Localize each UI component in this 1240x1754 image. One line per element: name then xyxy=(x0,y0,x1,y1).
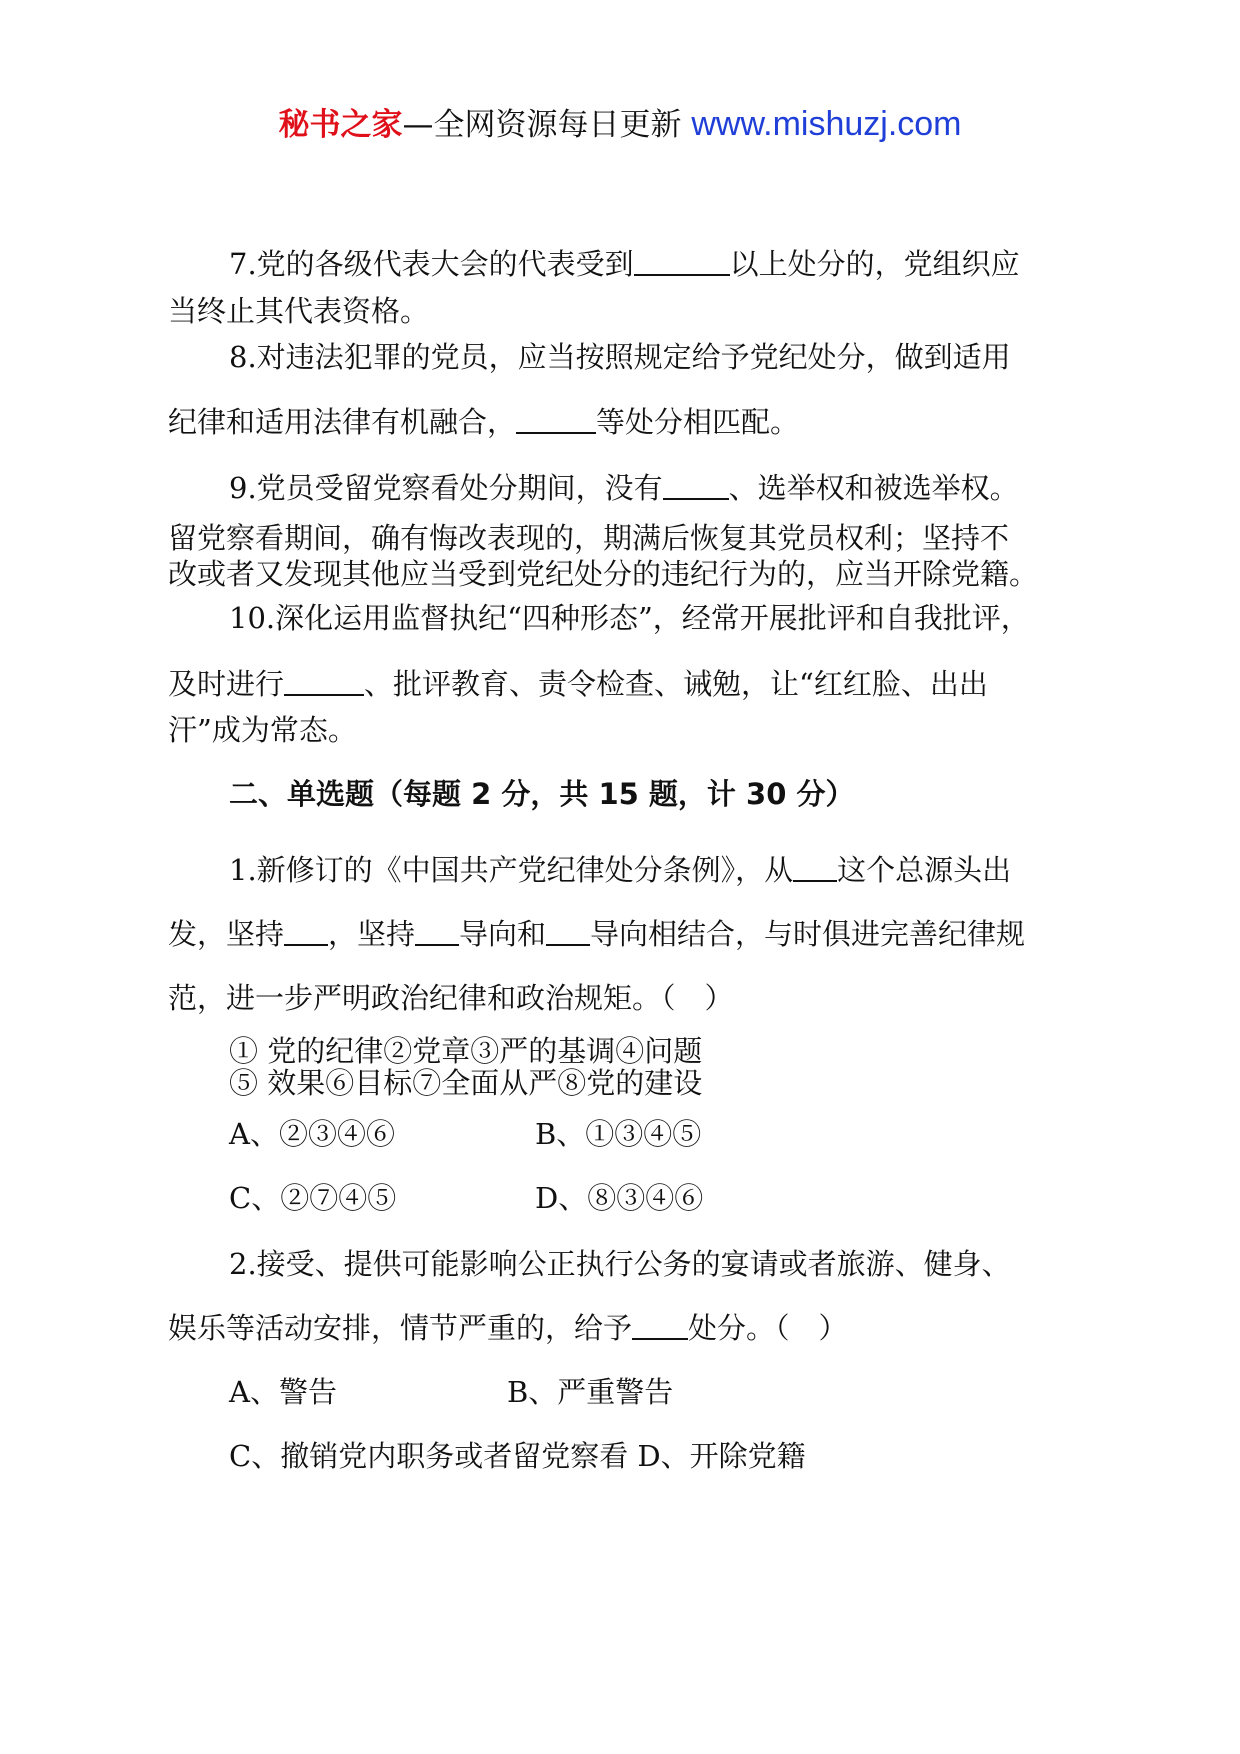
mc1-items-line1: ① 党的纪律②党章③严的基调④问题 xyxy=(229,1034,703,1068)
q8-text-b: 等处分相匹配。 xyxy=(596,405,800,439)
mc1-option-c[interactable]: C、②⑦④⑤ xyxy=(229,1181,397,1215)
q10-blank xyxy=(284,668,364,696)
q10-text-b: 、批评教育、责令检查、诫勉，让“红红脸、出出 xyxy=(364,667,988,701)
q8-line1: 8.对违法犯罪的党员，应当按照规定给予党纪处分，做到适用 xyxy=(229,340,1011,374)
q10-line1: 10.深化运用监督执纪“四种形态”，经常开展批评和自我批评， xyxy=(229,601,1030,635)
mc1-blank-3 xyxy=(415,918,459,946)
q7-blank xyxy=(634,248,730,276)
q9-line3: 改或者又发现其他应当受到党纪处分的违纪行为的，应当开除党籍。 xyxy=(168,557,1039,591)
q7-text-a: 7.党的各级代表大会的代表受到 xyxy=(229,247,634,281)
q9-line1 xyxy=(229,470,1019,506)
mc1-line2 xyxy=(168,916,1025,952)
mc2-option-a[interactable]: A、警告 xyxy=(229,1375,337,1409)
mc1-blank-2 xyxy=(284,918,328,946)
site-header xyxy=(0,104,1240,145)
q7-text-b: 以上处分的，党组织应 xyxy=(729,247,1020,281)
mc1-option-d[interactable]: D、⑧③④⑥ xyxy=(535,1181,704,1215)
mc1-text-a: 1.新修订的《中国共产党纪律处分条例》，从 xyxy=(229,853,794,887)
mc1-text-f: 导向相结合，与时俱进完善纪律规 xyxy=(590,917,1026,951)
site-slogan: —全网资源每日更新 xyxy=(402,107,682,143)
mc1-items-line2: ⑤ 效果⑥目标⑦全面从严⑧党的建设 xyxy=(229,1066,703,1100)
mc2-line2 xyxy=(168,1310,848,1346)
q10-line3: 汗”成为常态。 xyxy=(168,713,357,747)
mc2-text-a: 娱乐等活动安排，情节严重的，给予 xyxy=(168,1311,633,1345)
site-brand: 秘书之家 xyxy=(278,107,403,143)
mc1-text-b: 这个总源头出 xyxy=(837,853,1012,887)
mc1-blank-4 xyxy=(546,918,590,946)
mc2-option-b[interactable]: B、严重警告 xyxy=(507,1375,674,1409)
q9-line2: 留党察看期间，确有悔改表现的，期满后恢复其党员权利；坚持不 xyxy=(168,521,1010,555)
mc2-line1: 2.接受、提供可能影响公正执行公务的宴请或者旅游、健身、 xyxy=(229,1247,1011,1281)
q10-line2 xyxy=(168,666,988,702)
q7-line2: 当终止其代表资格。 xyxy=(168,294,430,328)
mc1-text-d: ，坚持 xyxy=(328,917,416,951)
mc1-text-c: 发，坚持 xyxy=(168,917,285,951)
mc2-option-c-d[interactable]: C、撤销党内职务或者留党察看 D、开除党籍 xyxy=(229,1439,806,1473)
mc2-text-b: 处分。（ ） xyxy=(688,1311,848,1345)
q10-text-a: 及时进行 xyxy=(168,667,285,701)
q9-text-b: 、选举权和被选举权。 xyxy=(728,471,1019,505)
q7-line1 xyxy=(229,246,1020,282)
site-url[interactable]: www.mishuzj.com xyxy=(691,105,962,143)
mc1-option-b[interactable]: B、①③④⑤ xyxy=(535,1117,702,1151)
q9-blank xyxy=(663,472,729,500)
mc1-option-a[interactable]: A、②③④⑥ xyxy=(229,1117,395,1151)
q9-text-a: 9.党员受留党察看处分期间，没有 xyxy=(229,471,663,505)
mc1-blank-1 xyxy=(793,854,837,882)
q8-line2 xyxy=(168,404,799,440)
q8-blank xyxy=(516,406,596,434)
q8-text-a: 纪律和适用法律有机融合， xyxy=(168,405,517,439)
mc1-line1 xyxy=(229,852,1011,888)
mc2-blank xyxy=(632,1312,688,1340)
mc1-line3: 范，进一步严明政治纪律和政治规矩。（ ） xyxy=(168,981,734,1015)
section-title-single-choice: 二、单选题（每题 2 分，共 15 题，计 30 分） xyxy=(229,777,855,811)
mc1-text-e: 导向和 xyxy=(459,917,547,951)
